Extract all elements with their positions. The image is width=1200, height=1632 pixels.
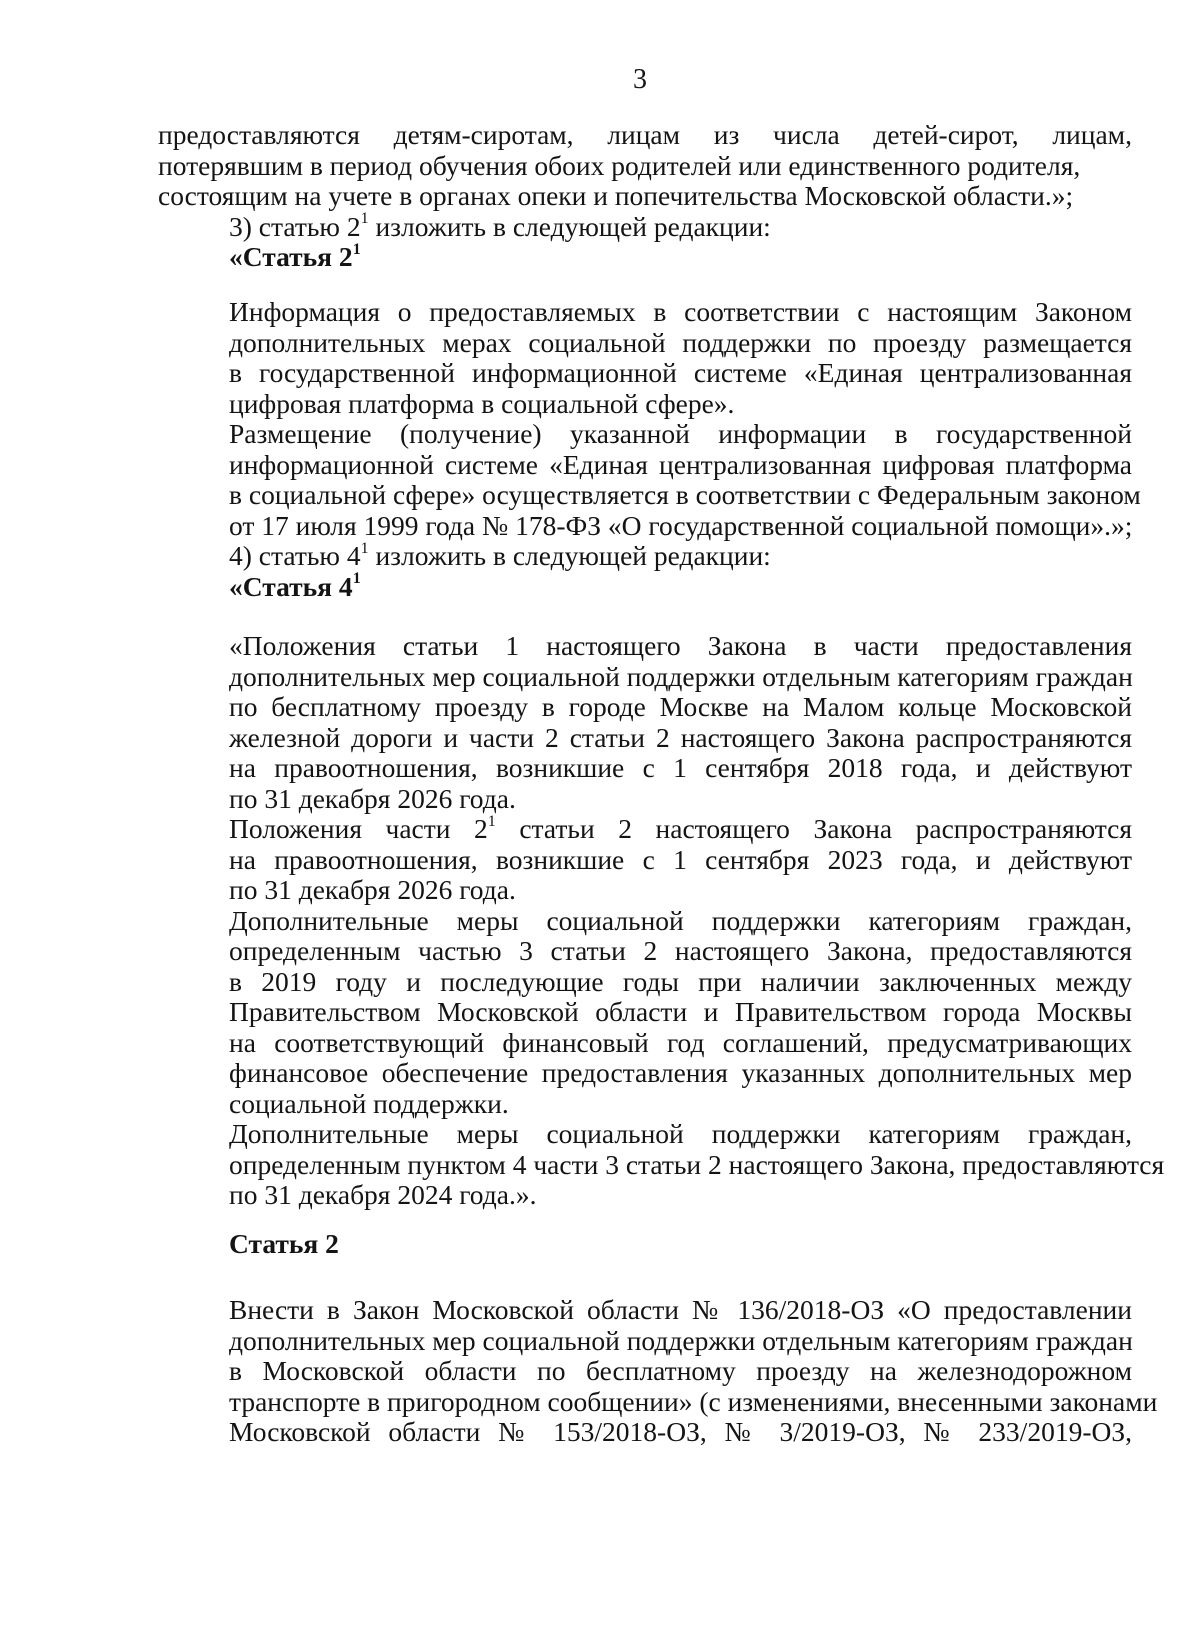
item-3-suffix: изложить в следующей редакции: (368, 210, 771, 242)
text-line: по 31 декабря 2026 года. (229, 782, 516, 814)
paragraph (158, 631, 1132, 814)
intro-line-1 (158, 120, 1132, 151)
word: числа (773, 119, 840, 150)
text-line: Дополнительные меры социальной поддержки категориям граждан, (229, 1118, 1132, 1149)
article-2-1-body (158, 296, 1141, 602)
text-line: определенным пунктом 4 части 3 статьи 2 настоящего Закона, предоставляются (229, 1148, 1165, 1180)
word: детей-сирот, (873, 119, 1019, 150)
text-line: Правительством Московской области и Правительством города Москвы (229, 996, 1132, 1027)
text-line: дополнительных мер социальной поддержки отдельным категориям граждан (229, 660, 1133, 692)
article-2-body (158, 1294, 1158, 1448)
superscript: 1 (360, 210, 369, 228)
text-line: Информация о предоставляемых в соответствии с настоящим Законом (229, 296, 1132, 327)
item-3-prefix: 3) статью 2 (229, 210, 361, 242)
text-line: на правоотношения, возникшие с 1 сентября 2018 года, и действуют (229, 752, 1132, 783)
text-line: Московской области № 153/2018-ОЗ, № 3/2019-ОЗ, № 233/2019-ОЗ, (229, 1416, 1132, 1447)
paragraph (158, 906, 1132, 1120)
paragraph (158, 1118, 1165, 1211)
text-line: на правоотношения, возникшие с 1 сентября 2023 года, и действуют (229, 843, 1132, 875)
paragraph (158, 814, 1132, 906)
text-line: в Московской области по бесплатному проезду на железнодорожном (229, 1355, 1132, 1386)
text-line: в государственной информационной системе «Единая централизованная (229, 357, 1132, 388)
text-line: дополнительных мер социальной поддержки отдельным категориям граждан (229, 1324, 1133, 1356)
article-4-1-body (158, 630, 1165, 1211)
text-fragment: Положения части 2 (229, 813, 488, 844)
text-line: на соответствующий финансовый год соглашений, предусматривающих (229, 1026, 1132, 1058)
text-line: финансовое обеспечение предоставления указанных дополнительных мер (229, 1057, 1132, 1088)
superscript: 1 (360, 539, 369, 557)
article-2-heading: Статья 2 (229, 1228, 339, 1259)
item-4-suffix: изложить в следующей редакции: (368, 540, 771, 571)
text-line: по 31 декабря 2026 года. (229, 874, 516, 905)
text-line: Размещение (получение) указанной информации в государственной (229, 418, 1132, 449)
word: предоставляются (158, 119, 360, 150)
text-line: социальной поддержки. (229, 1087, 509, 1119)
superscript: 1 (352, 240, 361, 258)
item-4-line (158, 541, 1132, 572)
text-line: информационной системе «Единая централизованная цифровая платформа (229, 448, 1132, 480)
text-line: по 31 декабря 2024 года.». (229, 1179, 537, 1210)
intro-paragraph (158, 120, 1132, 273)
article-4-1-heading (158, 572, 1132, 603)
article-2-heading-block (158, 1229, 1132, 1260)
heading-text: «Статья 2 (229, 241, 353, 272)
text-line: железной дороги и части 2 статьи 2 настоящего Закона распространяются (229, 721, 1132, 753)
text-line (158, 814, 1132, 845)
text-fragment: статьи 2 настоящего Закона распространяются (495, 813, 1132, 844)
text-line: транспорте в пригородном сообщении» (с изменениями, внесенными законами (229, 1385, 1158, 1417)
article-2-1-heading (158, 242, 1132, 273)
text-line: дополнительных мерах социальной поддержки по проезду размещается (229, 326, 1132, 358)
text-line: определенным частью 3 статьи 2 настоящего Закона, предоставляются (229, 935, 1132, 966)
text-line: «Положения статьи 1 настоящего Закона в части предоставления (229, 630, 1132, 661)
word: детям-сиротам, (393, 119, 574, 150)
superscript: 1 (352, 570, 361, 588)
superscript: 1 (487, 812, 496, 830)
text-line: по бесплатному проезду в городе Москве на Малом кольце Московской (229, 691, 1132, 722)
item-4-prefix: 4) статью 4 (229, 540, 361, 571)
text-line: в социальной сфере» осуществляется в соответствии с Федеральным законом (229, 479, 1141, 510)
text-line: в 2019 году и последующие годы при наличии заключенных между (229, 965, 1132, 997)
text-line: Дополнительные меры социальной поддержки категориям граждан, (229, 904, 1132, 936)
word: лицам, (1052, 119, 1132, 150)
word: из (713, 119, 740, 150)
text-line: цифровая платформа в социальной сфере». (229, 387, 735, 419)
page-number: 3 (633, 64, 647, 95)
intro-line-2: потерявшим в период обучения обоих родителей или единственного родителя, (158, 149, 1081, 181)
heading-text: «Статья 4 (229, 570, 353, 602)
paragraph (158, 418, 1141, 541)
word: лицам (607, 119, 681, 150)
paragraph (158, 1294, 1158, 1448)
intro-line-3: состоящим на учете в органах опеки и попечительства Московской области.»; (158, 180, 1074, 211)
text-line: Внести в Закон Московской области № 136/2018-ОЗ «О предоставлении (229, 1294, 1132, 1325)
paragraph (158, 297, 1132, 419)
item-3-line (158, 212, 1132, 243)
text-line: от 17 июля 1999 года № 178-ФЗ «О государственной социальной помощи».»; (229, 509, 1133, 541)
